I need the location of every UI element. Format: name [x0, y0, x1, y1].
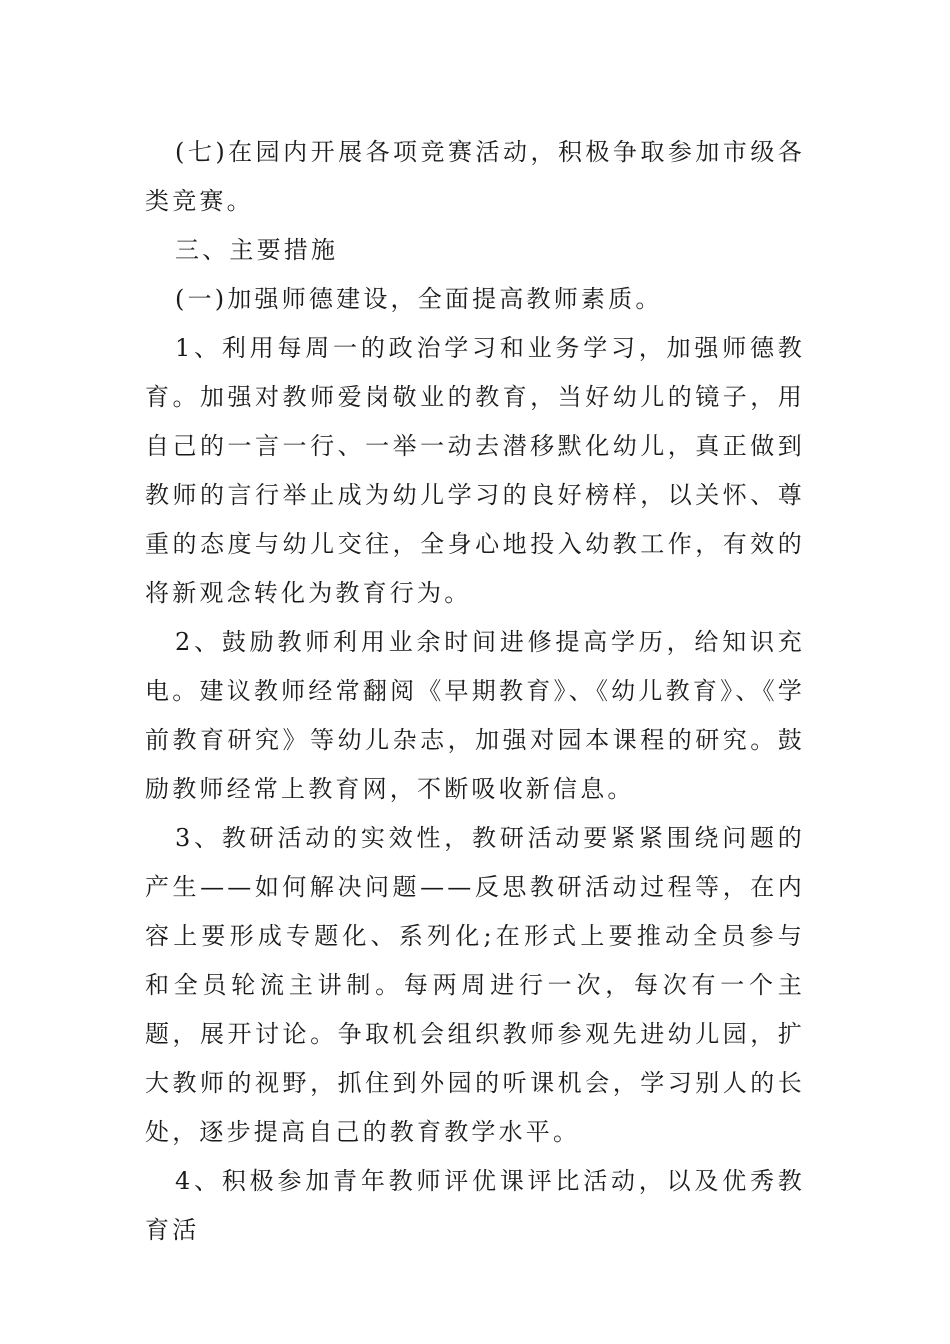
paragraph-competition: (七)在园内开展各项竞赛活动，积极争取参加市级各类竞赛。: [145, 138, 805, 215]
paragraph-item-4: 4、积极参加青年教师评优课评比活动，以及优秀教育活: [145, 1167, 805, 1244]
paragraph-item-1: 1、利用每周一的政治学习和业务学习，加强师德教育。加强对教师爱岗敬业的教育，当好幼儿的镜子，用自己的一言一行、一举一动去潜移默化幼儿，真正做到教师的言行举止成为幼儿学习的良好榜样，以关怀、尊重的态度与幼儿交往，全身心地投入幼教工作，有效的将新观念转化为教育行为。: [145, 334, 805, 607]
document-body: [145, 128, 805, 1255]
paragraph-item-3: 3、教研活动的实效性，教研活动要紧紧围绕问题的产生——如何解决问题——反思教研活动过程等，在内容上要形成专题化、系列化;在形式上要推动全员参与和全员轮流主讲制。每两周进行一次，每次有一个主题，展开讨论。争取机会组织教师参观先进幼儿园，扩大教师的视野，抓住到外园的听课机会，学习别人的长处，逐步提高自己的教育教学水平。: [145, 824, 805, 1146]
section-heading-main-measures: 三、主要措施: [175, 236, 339, 264]
paragraph-item-2: 2、鼓励教师利用业余时间进修提高学历，给知识充电。建议教师经常翻阅《早期教育》、《幼儿教育》、《学前教育研究》等幼儿杂志，加强对园本课程的研究。鼓励教师经常上教育网，不断吸收新信息。: [145, 628, 805, 803]
subsection-heading-ethics: (一)加强师德建设，全面提高教师素质。: [175, 285, 663, 313]
